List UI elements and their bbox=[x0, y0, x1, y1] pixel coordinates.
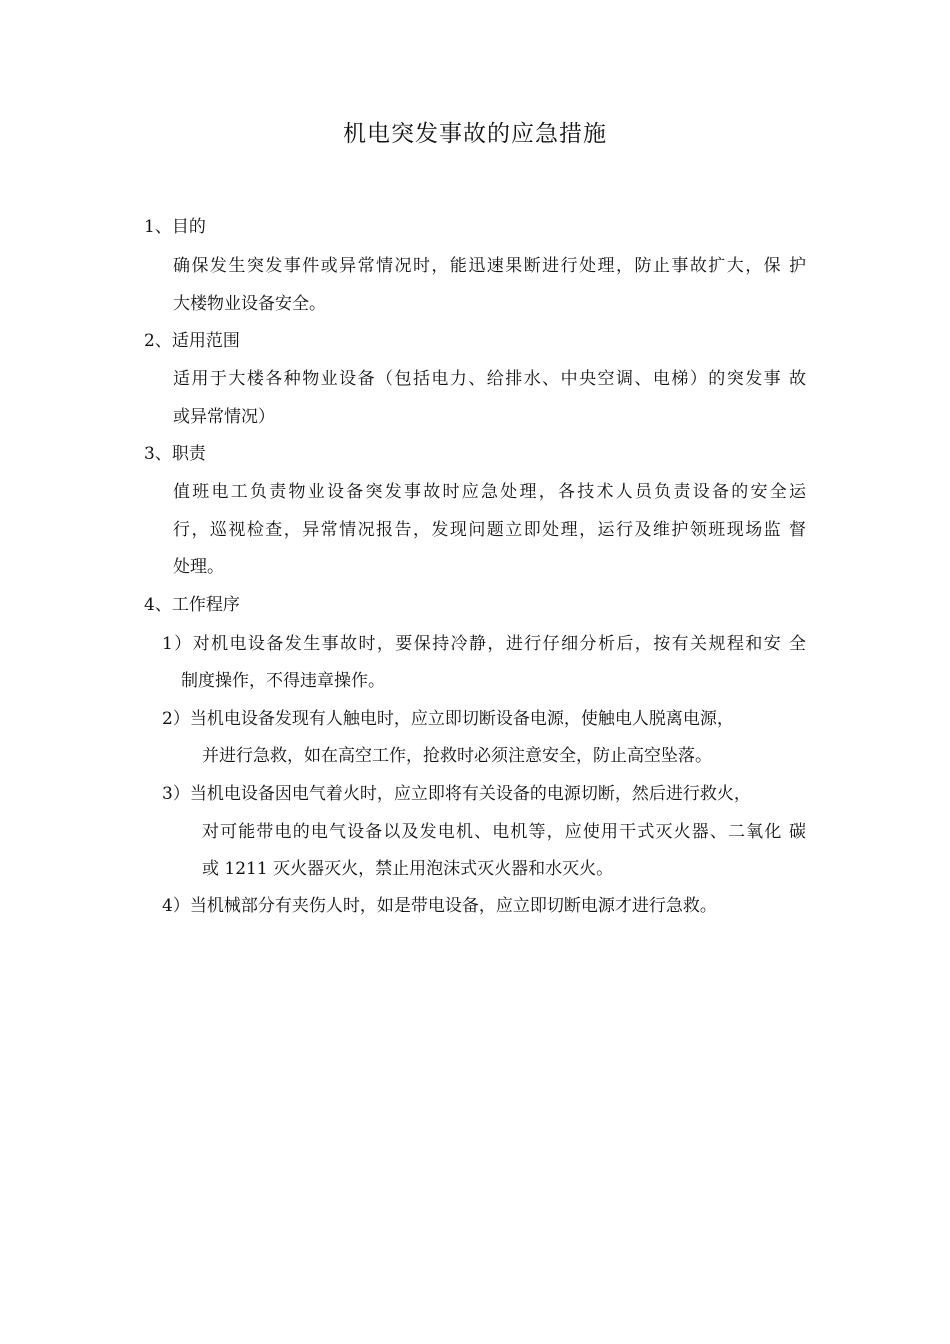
section-heading-responsibilities: 3、职责 bbox=[144, 444, 206, 464]
section-heading-procedure: 4、工作程序 bbox=[144, 595, 240, 615]
procedure-item-4: 4）当机械部分有夹伤人时，如是带电设备，应立即切断电源才进行急救。 bbox=[162, 896, 717, 916]
paragraph-line: 确保发生突发事件或异常情况时，能迅速果断进行处理，防止事故扩大，保 护 bbox=[173, 256, 806, 276]
procedure-item-2: 2）当机电设备发现有人触电时，应立即切断设备电源，使触电人脱离电源， bbox=[162, 709, 734, 729]
procedure-item-1-continuation: 制度操作，不得违章操作。 bbox=[181, 671, 385, 691]
paragraph-line: 值班电工负责物业设备突发事故时应急处理，各技术人员负责设备的安全运 bbox=[173, 482, 806, 502]
section-heading-purpose: 1、目的 bbox=[144, 217, 206, 237]
section-heading-scope: 2、适用范围 bbox=[144, 331, 240, 351]
paragraph-line: 或异常情况） bbox=[173, 407, 275, 427]
procedure-item-3-continuation: 或 1211 灭火器灭火，禁止用泡沫式灭火器和水灭火。 bbox=[202, 859, 614, 879]
paragraph-line: 适用于大楼各种物业设备（包括电力、给排水、中央空调、电梯）的突发事 故 bbox=[173, 369, 806, 389]
paragraph-line: 处理。 bbox=[173, 557, 224, 577]
procedure-item-2-continuation: 并进行急救，如在高空工作，抢救时必须注意安全，防止高空坠落。 bbox=[202, 746, 712, 766]
paragraph-line: 大楼物业设备安全。 bbox=[173, 294, 326, 314]
procedure-item-3: 3）当机电设备因电气着火时，应立即将有关设备的电源切断，然后进行救火， bbox=[162, 784, 751, 804]
procedure-item-1: 1）对机电设备发生事故时，要保持冷静，进行仔细分析后，按有关规程和安 全 bbox=[162, 634, 806, 654]
paragraph-line: 行，巡视检查，异常情况报告，发现问题立即处理，运行及维护领班现场监 督 bbox=[173, 520, 806, 540]
document-title: 机电突发事故的应急措施 bbox=[343, 121, 607, 147]
procedure-item-3-continuation: 对可能带电的电气设备以及发电机、电机等，应使用干式灭火器、二氧化 碳 bbox=[202, 822, 806, 842]
